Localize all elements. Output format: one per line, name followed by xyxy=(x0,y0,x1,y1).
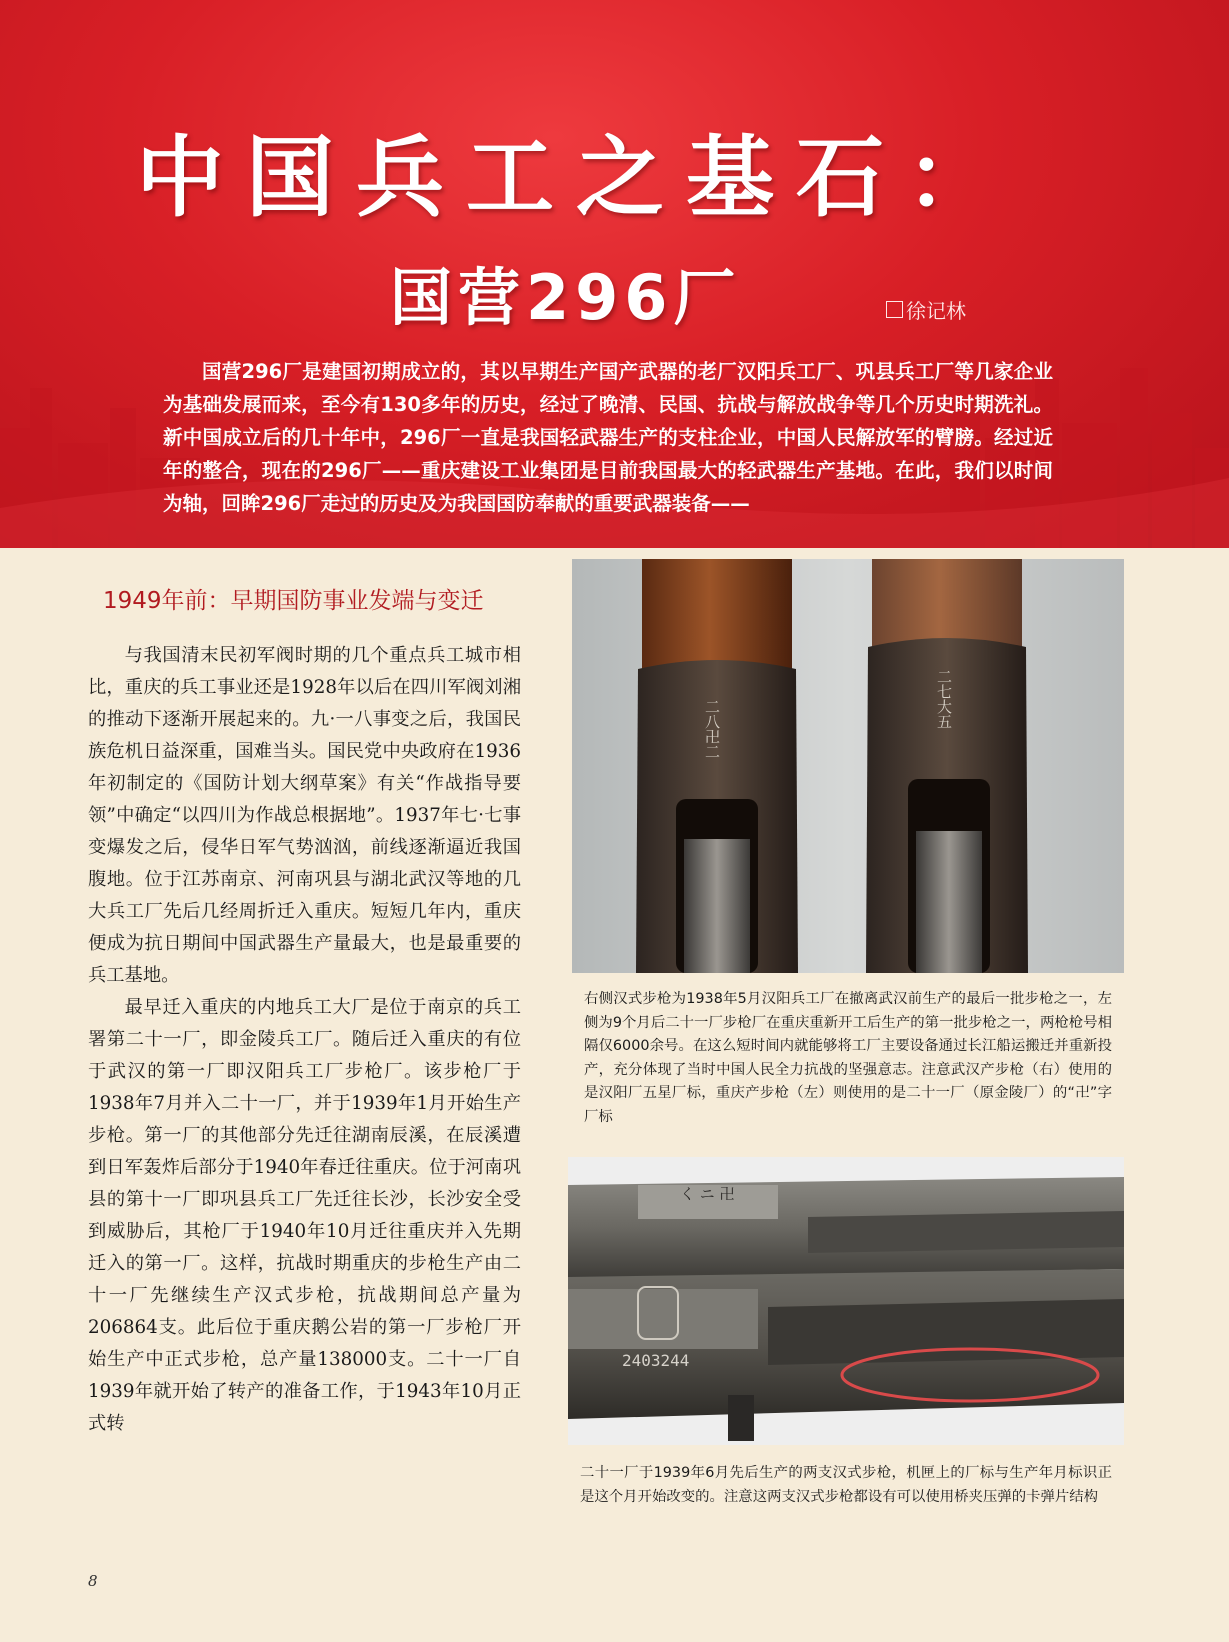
rifle-receivers-illustration xyxy=(572,559,1124,973)
article-body xyxy=(88,640,521,1440)
photo1-caption: 右侧汉式步枪为1938年5月汉阳兵工厂在撤离武汉前生产的最后一批步枪之一，左侧为9个月后二十一厂步枪厂在重庆重新开工后生产的第一批步枪之一，两枪枪号相隔仅6000余号。在这么短时间内就能够将工厂主要设备通过长江船运搬迁并重新投产，充分体现了当时中国人民全力抗战的坚强意志。注意武汉产步枪（右）使用的是汉阳厂五星厂标，重庆产步枪（左）则使用的是二十一厂（原金陵厂）的“卍”字厂标 xyxy=(584,991,1112,1125)
page-subtitle: 国营296厂 xyxy=(390,261,742,334)
rifle-markings-illustration xyxy=(568,1157,1124,1445)
body-paragraph: 与我国清末民初军阀时期的几个重点兵工城市相比，重庆的兵工事业还是1928年以后在四川军阀刘湘的推动下逐渐开展起来的。九·一八事变之后，我国民族危机日益深重，国难当头。国民党中央政府在1936年初制定的《国防计划大纲草案》有关“作战指导要领”中确定“以四川为作战总根据地”。1937年七·七事变爆发之后，侵华日军气势汹汹，前线逐渐逼近我国腹地。位于江苏南京、河南巩县与湖北武汉等地的几大兵工厂先后几经周折迁入重庆。短短几年内，重庆便成为抗日期间中国武器生产量最大，也是最重要的兵工基地。 xyxy=(88,645,521,986)
author-name: 徐记林 xyxy=(906,299,966,323)
section-heading: 1949年前：早期国防事业发端与变迁 xyxy=(103,588,484,614)
photo2-caption: 二十一厂于1939年6月先后生产的两支汉式步枪，机匣上的厂标与生产年月标识正是这个月开始改变的。注意这两支汉式步枪都设有可以使用桥夹压弹的卡弹片结构 xyxy=(580,1465,1112,1505)
page-title: 中国兵工之基石： xyxy=(136,125,1017,229)
header-banner xyxy=(0,0,1229,548)
body-paragraph: 最早迁入重庆的内地兵工大厂是位于南京的兵工署第二十一厂，即金陵兵工厂。随后迁入重庆的有位于武汉的第一厂即汉阳兵工厂步枪厂。该步枪厂于1938年7月并入二十一厂，并于1939年1月开始生产步枪。第一厂的其他部分先迁往湖南辰溪，在辰溪遭到日军轰炸后部分于1940年春迁往重庆。位于河南巩县的第十一厂即巩县兵工厂先迁往长沙，长沙安全受到威胁后，其枪厂于1940年10月迁往重庆并入先期迁入的第一厂。这样，抗战时期重庆的步枪生产由二十一厂先继续生产汉式步枪，抗战期间总产量为206864支。此后位于重庆鹅公岩的第一厂步枪厂开始生产中正式步枪，总产量138000支。二十一厂自1939年就开始了转产的准备工作，于1943年10月正式转 xyxy=(88,997,521,1434)
byline-box-icon xyxy=(886,301,903,318)
rifle-markings-photo xyxy=(568,1157,1124,1445)
rifle-receivers-photo xyxy=(572,559,1124,973)
page-number: 8 xyxy=(88,1572,98,1590)
lower-rifle-serial: 2403244 xyxy=(622,1351,690,1370)
left-rifle-serial-mark: 二八卍二 xyxy=(703,699,721,759)
upper-rifle-mark: く ニ 卍 xyxy=(680,1185,735,1203)
right-rifle-serial-mark: 二七大五 xyxy=(935,669,953,729)
intro-paragraph: 国营296厂是建国初期成立的，其以早期生产国产武器的老厂汉阳兵工厂、巩县兵工厂等几家企业为基础发展而来，至今有130多年的历史，经过了晚清、民国、抗战与解放战争等几个历史时期洗礼。新中国成立后的几十年中，296厂一直是我国轻武器生产的支柱企业，中国人民解放军的臂膀。经过近年的整合，现在的296厂——重庆建设工业集团是目前我国最大的轻武器生产基地。在此，我们以时间为轴，回眸296厂走过的历史及为我国国防奉献的重要武器装备—— xyxy=(163,360,1053,515)
author-byline xyxy=(886,295,966,324)
